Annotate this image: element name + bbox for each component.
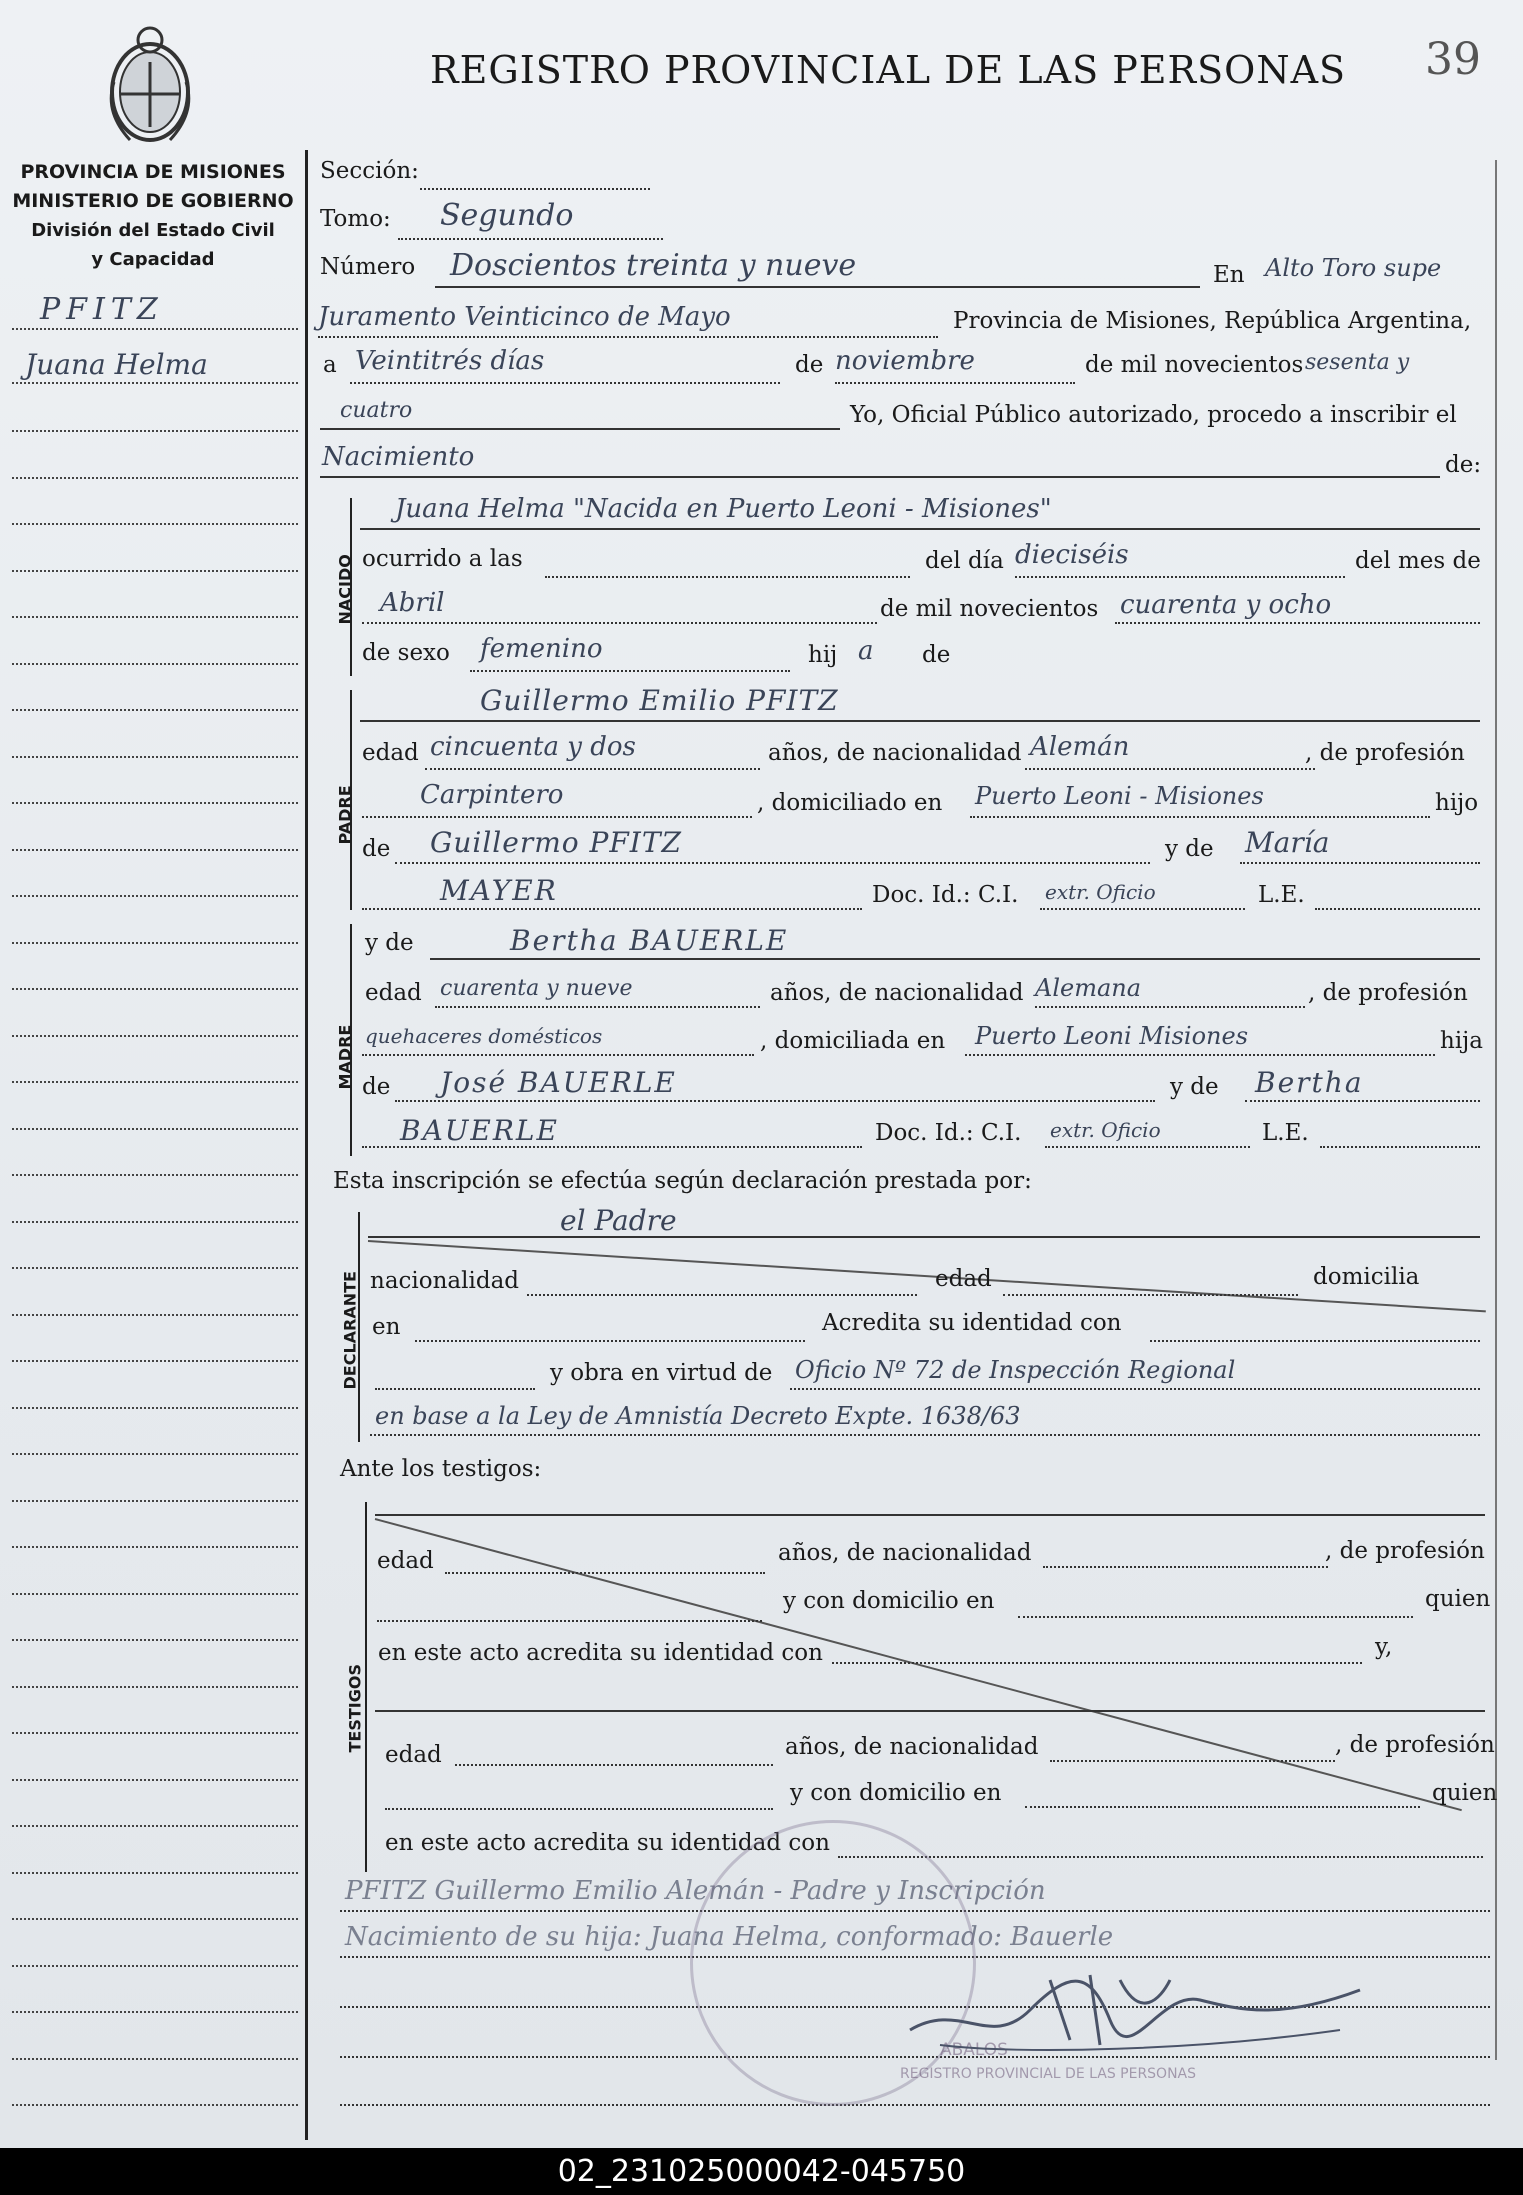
- anio2-value: cuatro: [340, 398, 413, 423]
- madre-madre-value: Bertha: [1255, 1066, 1364, 1099]
- padre-profesion-label: , de profesión: [1305, 740, 1465, 766]
- madre-padre-field: [395, 1100, 1155, 1102]
- margin-ruled-line: [12, 1965, 298, 1967]
- issuer-division: División del Estado Civil: [31, 220, 275, 241]
- madre-nombre-field: [430, 958, 1480, 960]
- madre-le-label: L.E.: [1262, 1120, 1309, 1146]
- testigo1-y-label: y,: [1375, 1634, 1393, 1660]
- ocurrido-label: ocurrido a las: [362, 546, 523, 572]
- madre-section-label: MADRE: [335, 1024, 355, 1090]
- sexo-label: de sexo: [362, 640, 450, 666]
- mes-value: noviembre: [835, 346, 975, 376]
- testigo2-acto-label: en este acto acredita su identidad con: [385, 1830, 830, 1856]
- madre-y-de-label2: y de: [1170, 1074, 1219, 1100]
- virtud1-field: [790, 1388, 1480, 1390]
- madre-padre-value: José BAUERLE: [440, 1066, 677, 1099]
- document-title: REGISTRO PROVINCIAL DE LAS PERSONAS: [430, 48, 1347, 92]
- margin-ruled-line: [12, 1500, 298, 1502]
- testigo1-dom-field: [1018, 1616, 1413, 1618]
- margin-ruled-line: [12, 895, 298, 897]
- margin-ruled-line: [12, 988, 298, 990]
- padre-nac-field: [1025, 768, 1315, 770]
- padre-le-label: L.E.: [1258, 882, 1305, 908]
- hora-field: [545, 576, 910, 578]
- margin-ruled-line: [12, 1825, 298, 1827]
- declarante-section-label: DECLARANTE: [340, 1271, 360, 1390]
- numero-label: Número: [320, 254, 416, 280]
- testigo2-prof-label: , de profesión: [1335, 1732, 1495, 1758]
- madre-nombre-value: Bertha BAUERLE: [510, 924, 789, 957]
- testigo1-acto-label: en este acto acredita su identidad con: [378, 1640, 823, 1666]
- padre-padre-field: [395, 862, 1150, 864]
- testigo2-lead-field: [385, 1808, 773, 1810]
- numero-value: Doscientos treinta y nueve: [450, 248, 857, 283]
- declarante-nac-field: [527, 1294, 917, 1296]
- de2-label: de: [922, 642, 951, 668]
- anio-nac-value: cuarenta y ocho: [1120, 590, 1332, 620]
- margin-ruled-line: [12, 1453, 298, 1455]
- de-mil2-label: de mil novecientos: [880, 596, 1099, 622]
- testigo2-edad-field: [455, 1764, 773, 1766]
- padre-hijo-label: hijo: [1435, 790, 1479, 816]
- margin-ruled-line: [12, 1221, 298, 1223]
- padre-edad-field: [425, 768, 760, 770]
- padre-madre2-field: [362, 908, 862, 910]
- page-number: 39: [1425, 34, 1481, 85]
- lugar2-value: Juramento Veinticinco de Mayo: [318, 302, 731, 332]
- madre-edad-field: [435, 1006, 760, 1008]
- anio-nac-field: [1115, 622, 1480, 624]
- margin-ruled-line: [12, 2011, 298, 2013]
- padre-domiciliado-label: , domiciliado en: [757, 790, 943, 816]
- padre-nombre-value: Guillermo Emilio PFITZ: [480, 684, 839, 717]
- padre-dom-value: Puerto Leoni - Misiones: [975, 782, 1264, 810]
- testigo1-nac-field: [1043, 1566, 1328, 1568]
- testigo2-acto-field: [838, 1856, 1483, 1858]
- stamp-name: ABALOS: [940, 2040, 1008, 2060]
- seccion-label: Sección:: [320, 158, 419, 184]
- mes-nac-field: [362, 622, 877, 624]
- margin-ruled-line: [12, 802, 298, 804]
- testigo1-prof-label: , de profesión: [1325, 1538, 1485, 1564]
- testigo2-anos-label: años, de nacionalidad: [785, 1734, 1039, 1760]
- declarante-edad-field: [1003, 1294, 1298, 1296]
- madre-dom-field: [965, 1054, 1435, 1056]
- madre-dom-value: Puerto Leoni Misiones: [975, 1022, 1249, 1050]
- lugar2-field: [318, 336, 938, 338]
- madre-edad-value: cuarenta y nueve: [440, 976, 633, 1001]
- margin-divider: [305, 150, 308, 2140]
- testigos-bracket: [365, 1502, 367, 1872]
- madre-madre2-value: BAUERLE: [400, 1114, 559, 1147]
- testigo1-edad-label: edad: [377, 1548, 434, 1574]
- testigo2-dom-label: y con domicilio en: [790, 1780, 1002, 1806]
- declarante-field: [368, 1236, 1480, 1238]
- note-line2: Nacimiento de su hija: Juana Helma, conformado: Bauerle: [345, 1922, 1114, 1952]
- de-label: de: [795, 352, 824, 378]
- madre-domiciliada-label: , domiciliada en: [760, 1028, 946, 1054]
- a-label: a: [323, 352, 337, 378]
- hij-suffix-value: a: [858, 636, 874, 666]
- madre-madre2-field: [362, 1146, 862, 1148]
- margin-ruled-line: [12, 523, 298, 525]
- margin-ruled-line: [12, 477, 298, 479]
- margin-ruled-line: [12, 849, 298, 851]
- padre-madre-field: [1240, 862, 1480, 864]
- margin-ruled-line: [12, 1128, 298, 1130]
- margin-ruled-line: [12, 709, 298, 711]
- padre-prof-field: [362, 816, 752, 818]
- sexo-field: [470, 670, 790, 672]
- padre-madre2-value: MAYER: [440, 874, 558, 907]
- declarante-nac-label: nacionalidad: [370, 1268, 520, 1294]
- testigo1-quien-label: quien: [1425, 1586, 1491, 1612]
- right-edge: [1495, 160, 1497, 2060]
- de-colon-label: de:: [1445, 452, 1482, 478]
- testigo2-edad-label: edad: [385, 1742, 442, 1768]
- issuer-ministry: MINISTERIO DE GOBIERNO: [12, 190, 294, 212]
- tomo-field: [398, 238, 663, 240]
- testigo1-lead-field: [377, 1620, 762, 1622]
- margin-ruled-line: [12, 756, 298, 758]
- obra-label: y obra en virtud de: [550, 1360, 773, 1386]
- dia-value: Veintitrés días: [355, 346, 545, 376]
- tipo-value: Nacimiento: [322, 442, 475, 472]
- testigo2-name-field: [375, 1710, 1485, 1712]
- nombre-value: Juana Helma "Nacida en Puerto Leoni - Misiones": [395, 494, 1052, 524]
- madre-edad-label: edad: [365, 980, 422, 1006]
- lugar-value: Alto Toro supe: [1265, 254, 1442, 282]
- madre-ci-value: extr. Oficio: [1050, 1118, 1161, 1142]
- dia-field: [350, 382, 780, 384]
- madre-nac-value: Alemana: [1035, 974, 1142, 1002]
- margin-ruled-line: [12, 1360, 298, 1362]
- margin-ruled-line: [12, 1779, 298, 1781]
- en-label: En: [1213, 262, 1245, 288]
- acredita-label: Acredita su identidad con: [822, 1310, 1122, 1336]
- padre-prof-value: Carpintero: [420, 780, 564, 810]
- margin-ruled-line: [12, 1686, 298, 1688]
- margin-ruled-line: [12, 1872, 298, 1874]
- obra-lead-field: [375, 1388, 535, 1390]
- yo-label: Yo, Oficial Público autorizado, procedo a inscribir el: [850, 402, 1457, 428]
- testigo2-quien-label: quien: [1432, 1780, 1498, 1806]
- testigos-label: Ante los testigos:: [340, 1456, 542, 1482]
- virtud1-value: Oficio Nº 72 de Inspección Regional: [795, 1356, 1236, 1384]
- padre-ci-field: [1040, 908, 1245, 910]
- mes-nac-value: Abril: [380, 588, 445, 618]
- virtud2-field: [370, 1434, 1480, 1436]
- testigo2-nac-field: [1050, 1760, 1335, 1762]
- declarante-en-label: en: [372, 1314, 401, 1340]
- virtud2-value: en base a la Ley de Amnistía Decreto Expte. 1638/63: [375, 1402, 1021, 1430]
- declarante-domicilia-label: domicilia: [1313, 1264, 1420, 1290]
- sexo-value: femenino: [480, 634, 603, 664]
- anio2-field: [320, 428, 840, 430]
- margin-ruled-line: [12, 2104, 298, 2106]
- padre-nombre-field: [360, 720, 1480, 722]
- madre-de-label: de: [362, 1074, 391, 1100]
- margin-line: [12, 382, 298, 384]
- inscripcion-label: Esta inscripción se efectúa según declaración prestada por:: [333, 1168, 1032, 1194]
- madre-prof-value: quehaceres domésticos: [365, 1024, 603, 1048]
- issuer-capacity: y Capacidad: [91, 249, 215, 270]
- margin-ruled-line: [12, 2058, 298, 2060]
- tipo-field: [320, 476, 1440, 478]
- testigo1-dom-label: y con domicilio en: [783, 1588, 995, 1614]
- nacido-section-label: NACIDO: [335, 554, 355, 625]
- tomo-value: Segundo: [440, 198, 574, 233]
- dia-nac-value: dieciséis: [1015, 540, 1129, 570]
- margin-ruled-line: [12, 942, 298, 944]
- madre-hija-label: hija: [1440, 1028, 1484, 1054]
- coat-of-arms-icon: [100, 22, 200, 150]
- del-mes-label: del mes de: [1355, 548, 1481, 574]
- dia-nac-field: [1015, 576, 1345, 578]
- testigo1-edad-field: [445, 1572, 765, 1574]
- margin-ruled-line: [12, 1314, 298, 1316]
- madre-ci-field: [1045, 1146, 1250, 1148]
- margin-surname: PFITZ: [40, 292, 164, 327]
- padre-le-field: [1315, 908, 1480, 910]
- padre-y-de-label: y de: [1165, 836, 1214, 862]
- padre-nac-value: Alemán: [1030, 732, 1130, 762]
- madre-le-field: [1320, 1146, 1480, 1148]
- signature: [900, 1960, 1370, 2060]
- margin-ruled-line: [12, 1267, 298, 1269]
- mes-field: [835, 382, 1075, 384]
- madre-profesion-label: , de profesión: [1308, 980, 1468, 1006]
- de-mil-label: de mil novecientos: [1085, 352, 1304, 378]
- margin-ruled-line: [12, 570, 298, 572]
- declarante-edad-label: edad: [935, 1266, 992, 1292]
- madre-prof-field: [362, 1054, 754, 1056]
- testigos-section-label: TESTIGOS: [345, 1664, 365, 1753]
- margin-ruled-line: [12, 430, 298, 432]
- margin-ruled-line: [12, 1918, 298, 1920]
- scan-reference: 02_231025000042-045750: [0, 2148, 1523, 2195]
- margin-ruled-line: [12, 1081, 298, 1083]
- padre-madre-value: María: [1245, 826, 1330, 859]
- tomo-label: Tomo:: [320, 206, 391, 232]
- padre-edad-value: cincuenta y dos: [430, 732, 636, 762]
- margin-ruled-line: [12, 663, 298, 665]
- anio1-value: sesenta y: [1305, 350, 1410, 375]
- margin-ruled-line: [12, 1035, 298, 1037]
- madre-madre-field: [1245, 1100, 1480, 1102]
- stamp-office: REGISTRO PROVINCIAL DE LAS PERSONAS: [900, 2066, 1197, 2082]
- declarante-value: el Padre: [560, 1204, 677, 1237]
- nombre-field: [360, 528, 1480, 530]
- padre-dom-field: [970, 816, 1430, 818]
- margin-ruled-line: [12, 1546, 298, 1548]
- margin-ruled-line: [12, 1732, 298, 1734]
- padre-edad-label: edad: [362, 740, 419, 766]
- margin-ruled-line: [12, 1593, 298, 1595]
- declarante-en-field: [415, 1340, 805, 1342]
- margin-ruled-line: [12, 616, 298, 618]
- madre-nac-field: [1035, 1006, 1305, 1008]
- padre-de-label: de: [362, 836, 391, 862]
- margin-ruled-line: [12, 1407, 298, 1409]
- madre-doc-label: Doc. Id.: C.I.: [875, 1120, 1022, 1146]
- provincia-label: Provincia de Misiones, República Argentina,: [953, 308, 1472, 334]
- padre-ci-value: extr. Oficio: [1045, 880, 1156, 904]
- issuer-block: [8, 158, 298, 274]
- note-line1: PFITZ Guillermo Emilio Alemán - Padre y Inscripción: [345, 1876, 1046, 1906]
- seccion-field: [420, 188, 650, 190]
- madre-anos-nac-label: años, de nacionalidad: [770, 980, 1024, 1006]
- issuer-province: PROVINCIA DE MISIONES: [20, 161, 286, 183]
- padre-anos-nac-label: años, de nacionalidad: [768, 740, 1022, 766]
- testigo2-dom-field: [1025, 1806, 1420, 1808]
- padre-section-label: PADRE: [335, 785, 355, 845]
- note-line5-field: [340, 2104, 1490, 2106]
- margin-ruled-line: [12, 1174, 298, 1176]
- padre-doc-label: Doc. Id.: C.I.: [872, 882, 1019, 908]
- margin-line: [12, 328, 298, 330]
- acredita-field: [1150, 1340, 1480, 1342]
- testigo1-acto-field: [832, 1662, 1362, 1664]
- testigo1-name-field: [375, 1514, 1485, 1516]
- padre-padre-value: Guillermo PFITZ: [430, 826, 682, 859]
- hij-label: hij: [808, 642, 838, 668]
- testigo1-anos-label: años, de nacionalidad: [778, 1540, 1032, 1566]
- margin-given-name: Juana Helma: [25, 348, 208, 381]
- margin-ruled-line: [12, 1639, 298, 1641]
- numero-field: [435, 286, 1200, 288]
- del-dia-label: del día: [925, 548, 1004, 574]
- madre-y-de-label: y de: [365, 930, 414, 956]
